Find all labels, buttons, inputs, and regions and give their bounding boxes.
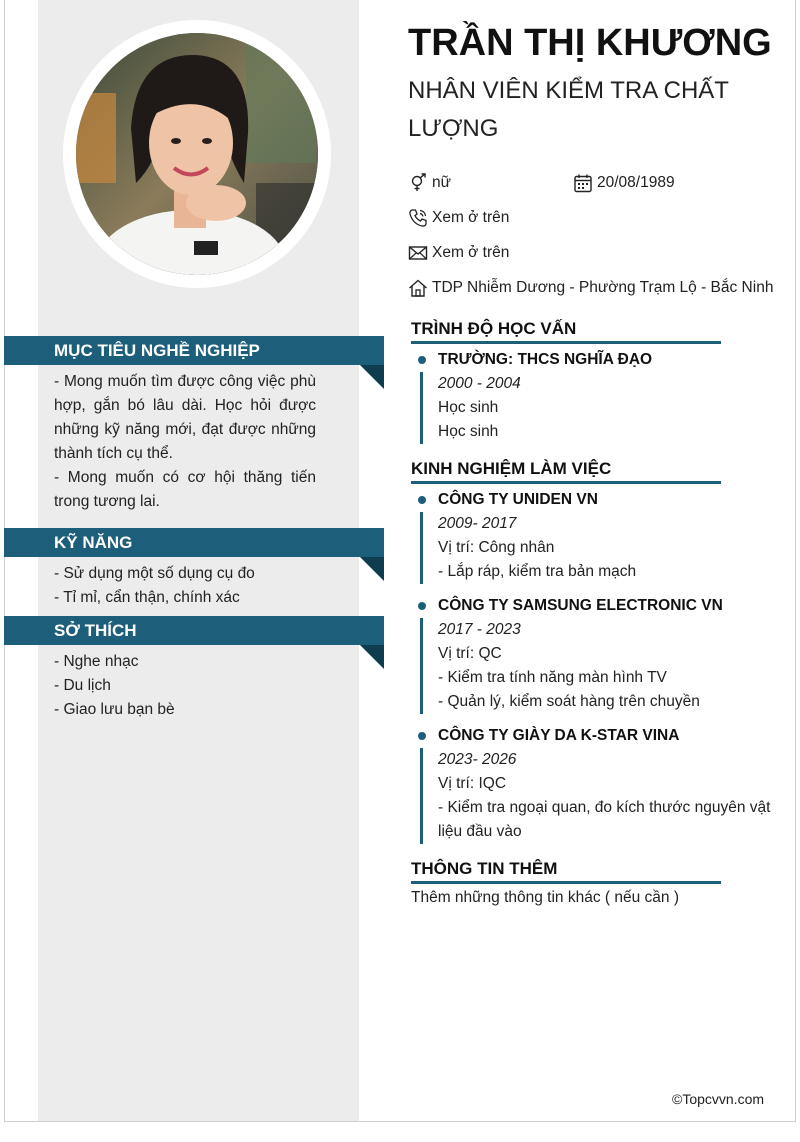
footer-credit: ©Topcvvn.com: [672, 1091, 765, 1107]
timeline-dot: [418, 496, 426, 504]
hobby-item: - Nghe nhạc: [54, 653, 139, 670]
objective-line: - Mong muốn tìm được công việc phù hợp, gắn bó lâu dài. Học hỏi được những kỹ năng mới, đạt được những thành tích cụ thể.: [54, 373, 316, 462]
avatar-photo-illustration: [76, 33, 318, 275]
skill-item: - Sử dụng một số dụng cụ đo: [54, 565, 255, 582]
phone-icon: [408, 208, 428, 228]
education-line: Học sinh: [438, 423, 499, 440]
hobbies-section-title: SỞ THÍCH: [4, 616, 384, 645]
job-period: 2023- 2026: [438, 751, 517, 768]
education-line: Học sinh: [438, 399, 499, 416]
hobby-item: - Giao lưu bạn bè: [54, 701, 175, 718]
gender-icon: [408, 173, 428, 193]
job-period: 2017 - 2023: [438, 621, 521, 638]
objective-line: - Mong muốn có cơ hội thăng tiến trong tương lai.: [54, 469, 316, 510]
email-row: [408, 243, 509, 263]
job-detail: - Quản lý, kiểm soát hàng trên chuyền: [438, 693, 700, 710]
address-row: [408, 278, 773, 298]
gender-value: nữ: [432, 174, 451, 191]
birthdate-value: 20/08/1989: [597, 174, 675, 191]
job-period: 2009- 2017: [438, 515, 517, 532]
gender-row: [408, 173, 451, 193]
job-entry: [418, 594, 780, 718]
job-body: [438, 724, 783, 844]
hobbies-list: [54, 650, 316, 722]
experience-section-title: KINH NGHIỆM LÀM VIỆC: [411, 459, 721, 484]
address-value: TDP Nhiễm Dương - Phường Trạm Lộ - Bắc Ninh: [432, 279, 774, 296]
skills-section-title: KỸ NĂNG: [4, 528, 384, 557]
skills-list: [54, 562, 316, 610]
job-body: [438, 488, 783, 584]
home-icon: [408, 278, 428, 298]
timeline-bar: [420, 618, 423, 714]
phone-row: [408, 208, 509, 228]
company-name: CÔNG TY GIÀY DA K-STAR VINA: [438, 727, 680, 744]
education-section-title: TRÌNH ĐỘ HỌC VẤN: [411, 319, 721, 344]
email-value: Xem ở trên: [432, 244, 510, 261]
timeline-dot: [418, 356, 426, 364]
hobby-item: - Du lịch: [54, 677, 111, 694]
extra-section-title: THÔNG TIN THÊM: [411, 859, 721, 884]
job-title: NHÂN VIÊN KIỂM TRA CHẤT LƯỢNG: [408, 77, 729, 142]
job-position: Vị trí: IQC: [438, 775, 507, 792]
job-body: [438, 594, 783, 714]
job-detail: - Kiểm tra ngoại quan, đo kích thước nguyên vật liệu đầu vào: [438, 799, 771, 840]
candidate-name: TRẦN THỊ KHƯƠNG: [408, 22, 772, 64]
timeline-bar: [420, 748, 423, 844]
timeline-bar: [420, 372, 423, 444]
objective-text: [54, 370, 316, 514]
education-period: 2000 - 2004: [438, 375, 521, 392]
ribbon-fold: [360, 365, 384, 389]
birthdate-row: [573, 173, 675, 193]
timeline-dot: [418, 602, 426, 610]
job-detail: - Lắp ráp, kiểm tra bản mạch: [438, 563, 637, 580]
job-entry: [418, 488, 780, 588]
ribbon-fold: [360, 557, 384, 581]
job-entry: [418, 724, 780, 848]
school-name: TRƯỜNG: THCS NGHĨA ĐẠO: [438, 351, 653, 368]
objective-section-title: MỤC TIÊU NGHỀ NGHIỆP: [4, 336, 384, 365]
education-body: [438, 348, 783, 444]
timeline-bar: [420, 512, 423, 584]
avatar: [76, 33, 318, 275]
job-detail: - Kiểm tra tính năng màn hình TV: [438, 669, 667, 686]
skill-item: - Tỉ mỉ, cẩn thận, chính xác: [54, 589, 240, 606]
job-position: Vị trí: Công nhân: [438, 539, 555, 556]
job-position: Vị trí: QC: [438, 645, 502, 662]
phone-value: Xem ở trên: [432, 209, 510, 226]
calendar-icon: [573, 173, 593, 193]
extra-text: Thêm những thông tin khác ( nếu cần ): [411, 889, 680, 906]
company-name: CÔNG TY SAMSUNG ELECTRONIC VN: [438, 597, 723, 614]
ribbon-fold: [360, 645, 384, 669]
envelope-icon: [408, 243, 428, 263]
timeline-dot: [418, 732, 426, 740]
education-entry: [418, 348, 780, 448]
company-name: CÔNG TY UNIDEN VN: [438, 491, 598, 508]
